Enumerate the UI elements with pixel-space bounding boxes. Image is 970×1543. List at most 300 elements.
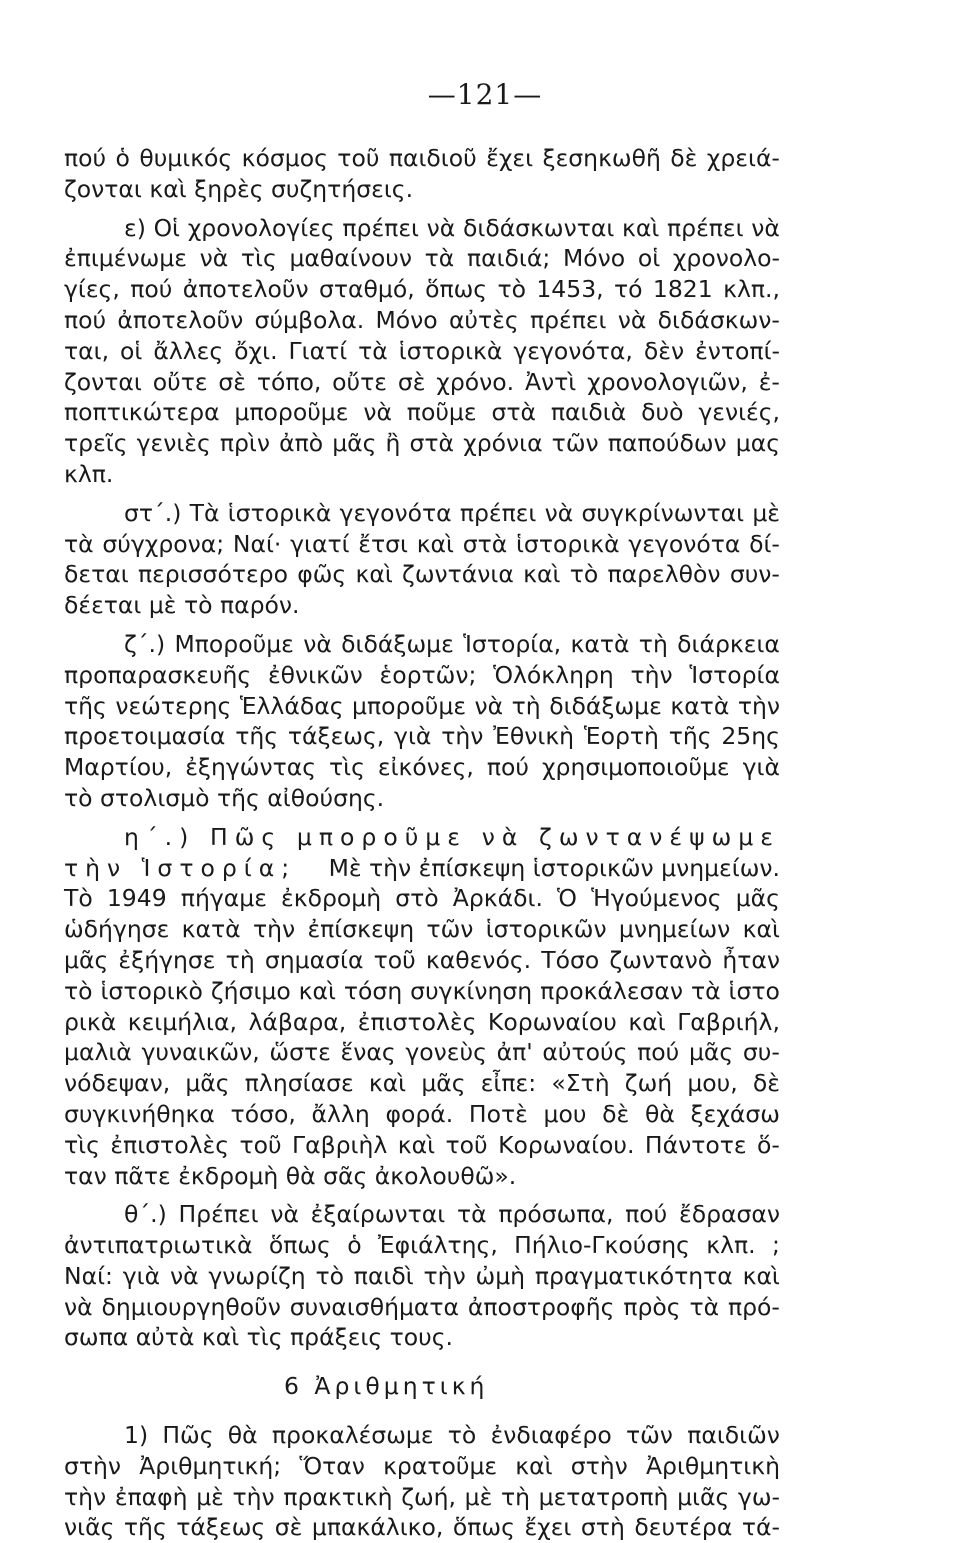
word: ὁ — [347, 1231, 362, 1260]
word: διδάξωμε — [341, 629, 454, 658]
word: οὔτε — [332, 367, 387, 396]
word: ἀπ' — [496, 1038, 533, 1067]
word: ζήσιμο — [210, 976, 291, 1005]
text-line — [64, 1007, 780, 1038]
word: τὶς — [329, 753, 365, 782]
word: τὶς — [246, 1323, 291, 1352]
word: παιδιὰ — [550, 398, 627, 427]
word: ἕνας — [340, 1038, 396, 1067]
word: ἐπιστολὲς — [110, 1130, 229, 1159]
word: διδάσκωνται — [462, 213, 615, 242]
word: μᾶς — [185, 1069, 230, 1098]
word: τρεῖς — [64, 429, 128, 458]
text-line — [64, 243, 780, 274]
word: χρονολογιῶν, — [587, 367, 748, 396]
word: ζωντάνια — [402, 560, 514, 589]
word: τὸ — [64, 783, 100, 812]
text-line — [64, 660, 780, 691]
word: τοῦ — [337, 144, 380, 172]
word: δευτέρα — [634, 1513, 733, 1542]
word: μποροῦμε — [234, 398, 349, 427]
word: δυὸ — [641, 398, 684, 427]
word: καθενός. — [425, 945, 532, 974]
text-line — [64, 1037, 780, 1068]
word: καὶ — [416, 529, 454, 558]
word: Γιατί — [288, 336, 348, 365]
word: ζωή, — [401, 1482, 457, 1511]
word: μετατροπὴ — [538, 1482, 669, 1511]
word: νὰ — [481, 822, 525, 851]
word: τὶς — [240, 244, 277, 273]
word: Τὰ — [189, 498, 220, 527]
spaced-question-line — [64, 822, 780, 853]
text-line — [64, 305, 780, 336]
text-line — [64, 1199, 780, 1230]
word: μαλιὰ — [64, 1038, 132, 1067]
word: πήγαμε — [180, 884, 267, 913]
word: ἱστορικὰ — [227, 498, 332, 527]
word: θὰ — [285, 1161, 324, 1190]
word: ὅπως — [425, 275, 488, 304]
word: δεται — [64, 560, 129, 589]
word: μου, — [687, 1069, 738, 1098]
word: 1453, — [536, 275, 604, 304]
word: στὰ — [409, 429, 455, 458]
word: μὲ — [752, 498, 780, 527]
word: προκαλέσωμε — [271, 1421, 434, 1450]
word: Τὸ — [64, 884, 93, 913]
word: συν- — [729, 560, 780, 589]
word: διδάσκων- — [657, 305, 780, 334]
word: προκάλεσαν — [540, 976, 684, 1005]
word: 1821 — [652, 275, 713, 304]
word: ὡδήγησε — [64, 915, 170, 944]
word: μὲ — [148, 591, 184, 620]
word: στὴν — [64, 1451, 122, 1480]
word: μπακάλικο, — [311, 1513, 444, 1542]
text-line — [64, 559, 780, 590]
text-line — [64, 783, 780, 814]
word: ποπτικώτερα — [64, 398, 220, 427]
word: κόσμος — [241, 144, 328, 172]
section-heading: 6 Ἀριθμητική — [284, 1372, 489, 1401]
word: τὰ — [456, 1200, 487, 1229]
word: πρόσωπα, — [498, 1200, 614, 1229]
word: πρέπει — [667, 213, 744, 242]
word: πού — [130, 275, 173, 304]
word: ἑορτῶν; — [379, 660, 477, 689]
word: παιδὶ — [353, 1261, 414, 1290]
word: νὰ — [617, 305, 647, 334]
word: νὰ — [363, 398, 392, 427]
word: διδάξωμε — [549, 691, 662, 720]
text-line — [64, 976, 780, 1007]
word: ἱστορικὸ — [100, 976, 203, 1005]
word: νὰ — [199, 244, 229, 273]
word: σύμβολα. — [254, 305, 365, 334]
word: παρόν. — [219, 591, 300, 620]
word: νὰ — [270, 1200, 299, 1229]
word: Οἱ — [153, 213, 181, 242]
text-line — [64, 1130, 780, 1161]
word: Ἡγούμενος — [591, 884, 722, 913]
word: τὴ — [638, 629, 668, 658]
word: ξεσηκωθῆ — [542, 144, 661, 172]
word: τῶν — [625, 1421, 673, 1450]
word: ζ΄.) — [124, 629, 166, 658]
word: μιᾶς — [677, 1482, 730, 1511]
word: Ὁλόκληρη — [493, 660, 614, 689]
word: Ἱστορία — [689, 660, 780, 689]
word: σὲ — [274, 1513, 303, 1542]
word: σωπα — [64, 1323, 136, 1352]
word: τὴν — [630, 660, 673, 689]
word: νεώτερης — [115, 691, 232, 720]
word: στὰ — [491, 398, 536, 427]
word: εἰκόνες, — [377, 753, 474, 782]
word: αὐτούς — [542, 1038, 628, 1067]
word: σὲ — [218, 367, 246, 396]
word: ὅ- — [757, 1130, 780, 1159]
word: γενιὲς — [136, 429, 211, 458]
word: ε) — [124, 213, 146, 242]
word: πρακτικὴ — [283, 1482, 393, 1511]
text-line — [64, 428, 780, 459]
word: κατὰ — [181, 915, 241, 944]
word: δημιουργηθοῦν — [101, 1292, 281, 1321]
word: καὶ — [368, 1069, 407, 1098]
word: καὶ — [628, 1007, 666, 1036]
word: πράξεις — [290, 1323, 390, 1352]
paragraph-gap — [64, 1191, 780, 1199]
text-line — [64, 1068, 780, 1099]
text-line — [64, 721, 780, 752]
word: χρησιμοποιοῦμε — [541, 753, 730, 782]
word: ἀποτελοῦν — [182, 275, 309, 304]
word: παρελθὸν — [607, 560, 721, 589]
word: στὴν — [570, 1451, 628, 1480]
text-line — [64, 1161, 780, 1192]
text-line — [64, 274, 780, 305]
word: ἐπιμένωμε — [64, 244, 187, 273]
text-line — [64, 1451, 780, 1482]
word: τὸ — [497, 275, 526, 304]
word: αὐτὰ — [135, 1323, 202, 1352]
text-line — [64, 1261, 780, 1292]
word: τὴν — [232, 1482, 275, 1511]
word: ἐκδρομὴ — [178, 1161, 286, 1190]
word: τὴ — [225, 945, 255, 974]
word: γιὰ — [394, 722, 432, 751]
word: Μποροῦμε — [174, 629, 294, 658]
word: κλπ. — [706, 1231, 756, 1260]
word: Ἀριθμητική; — [139, 1451, 282, 1480]
word: παιδιοῦ — [388, 144, 477, 172]
word: κλπ. — [64, 459, 114, 488]
word: Ἀντὶ — [524, 367, 577, 396]
word: 25ης — [721, 722, 780, 751]
word: δί- — [749, 529, 780, 558]
text-line — [64, 1322, 780, 1353]
word: Κορωναίου — [487, 1007, 617, 1036]
word: αἰθούσης. — [267, 783, 385, 812]
text-line — [64, 883, 780, 914]
word: ὥστε — [269, 1038, 331, 1067]
word: ζονται — [64, 174, 150, 203]
paragraph-gap — [64, 1406, 780, 1420]
word: ἦταν — [722, 945, 780, 974]
word: ἱστο — [728, 976, 780, 1005]
spaced-question-end: τὴν Ἱστορία; — [64, 853, 297, 882]
word: στὸ — [395, 884, 439, 913]
word: τὰ — [424, 244, 455, 273]
word: συ- — [742, 1038, 780, 1067]
word: τόση — [343, 976, 403, 1005]
word: γενιές, — [698, 398, 780, 427]
word: χρόνια — [463, 429, 543, 458]
word: συζητήσεις. — [271, 174, 414, 203]
word: στὰ — [462, 529, 508, 558]
word: νὰ — [474, 691, 504, 720]
word: Πῶς — [210, 822, 283, 851]
word: καὶ — [397, 1130, 436, 1159]
word: Ὁ — [557, 884, 577, 913]
word: τὰ — [358, 336, 388, 365]
word: κρατοῦμε — [383, 1451, 498, 1480]
word: τὸ — [183, 591, 220, 620]
word: τὴν — [441, 722, 484, 751]
word: τῆς — [64, 691, 107, 720]
word: σᾶς — [323, 1161, 375, 1190]
word: δέεται — [64, 591, 149, 620]
word: τοῦ — [239, 1130, 282, 1159]
word: η΄.) — [124, 822, 196, 851]
word: μαθαίνουν — [289, 244, 412, 273]
word: ἐ- — [758, 367, 780, 396]
word: σταθμό, — [318, 275, 415, 304]
word: τὸ — [64, 976, 93, 1005]
word: μᾶς — [421, 1069, 466, 1098]
word: τόπο, — [256, 367, 322, 396]
text-line — [64, 529, 780, 560]
word: νὰ — [751, 213, 780, 242]
word: ζονται — [64, 367, 142, 396]
word: τῆς — [123, 1513, 167, 1542]
word: πραγματικότητα — [534, 1261, 733, 1290]
word: τοῦ — [445, 1130, 488, 1159]
text-line — [64, 945, 780, 976]
word: μᾶς — [735, 884, 780, 913]
word: διάρκεια — [677, 629, 780, 658]
text-line — [64, 1230, 780, 1261]
word: ἔτσι — [358, 529, 408, 558]
word: τὶς — [64, 1130, 100, 1159]
word: μποροῦμε — [352, 691, 467, 720]
word: πρέπει — [342, 213, 419, 242]
word: τους. — [389, 1323, 453, 1352]
word: τὴ — [511, 691, 541, 720]
word: γεγονότα — [339, 498, 452, 527]
word: θ΄.) — [124, 1200, 167, 1229]
word: Ἐφιάλτης, — [377, 1231, 498, 1260]
word: γεγονότα — [628, 529, 741, 558]
word: χρονολο- — [672, 244, 780, 273]
word: 1949 — [106, 884, 167, 913]
word: Μόνο — [562, 244, 626, 273]
text-line — [64, 213, 780, 244]
word: συγκινήθηκα — [64, 1099, 215, 1128]
word: συγκίνηση — [410, 976, 533, 1005]
answer-start: Μὲ τὴν ἐπίσκεψη ἱστορικῶν μνημείων. — [328, 853, 780, 882]
word: νόδεψαν, — [64, 1069, 171, 1098]
word: νὰ — [426, 213, 456, 242]
word: δὲν — [643, 336, 685, 365]
word: οἱ — [120, 336, 143, 365]
word: τῆς — [216, 783, 268, 812]
word: νιᾶς — [64, 1513, 115, 1542]
text-line — [64, 590, 780, 621]
word: στὴ — [580, 1513, 625, 1542]
word: τὴν — [252, 915, 296, 944]
word: ζωή — [624, 1069, 673, 1098]
spaced-question-line — [64, 853, 780, 884]
word: τῶν — [426, 915, 474, 944]
word: νὰ — [544, 498, 574, 527]
word: ἱστορικὰ — [515, 529, 620, 558]
word: πρό- — [727, 1292, 780, 1321]
word: Γαβριήλ, — [677, 1007, 780, 1036]
word: γιὰ — [122, 1261, 161, 1290]
word: ὠμὴ — [475, 1261, 526, 1290]
word: Μαρτίου, — [64, 753, 173, 782]
word: παιδιά; — [466, 244, 551, 273]
word: κειμήλια, — [127, 1007, 237, 1036]
word: λάβαρα, — [248, 1007, 347, 1036]
word: τῆς — [235, 722, 279, 751]
word: καὶ — [523, 560, 561, 589]
word: ἀκολουθῶ». — [374, 1161, 517, 1190]
paragraph-gap — [64, 1353, 780, 1367]
word: καὶ — [622, 213, 660, 242]
text-line — [64, 1292, 780, 1323]
word: Ἱστορία, — [463, 629, 562, 658]
word: γνωρίζη — [208, 1261, 306, 1290]
word: κατὰ — [570, 629, 630, 658]
word: ἱστορικῶν — [485, 915, 607, 944]
word: τόσο, — [230, 1099, 296, 1128]
word: ὅπως — [452, 1513, 515, 1542]
word: ποῦμε — [406, 398, 477, 427]
word: ἐθνικῶν — [267, 660, 363, 689]
word: ἐντοπί- — [695, 336, 780, 365]
word: τὴν — [423, 1261, 466, 1290]
body-text — [64, 143, 780, 1543]
word: δὲ — [670, 144, 698, 172]
word: ἐπαφὴ — [114, 1482, 188, 1511]
word: πρέπει — [459, 498, 537, 527]
word: ἐπιστολὲς — [357, 1007, 477, 1036]
word: ται, — [64, 336, 110, 365]
word: μποροῦμε — [296, 822, 467, 851]
word: φορά. — [385, 1099, 454, 1128]
word: μὲ — [464, 1482, 493, 1511]
text-line — [64, 629, 780, 660]
word: ξεχάσω — [690, 1099, 780, 1128]
word: καὶ — [355, 560, 393, 589]
word: καὶ — [201, 1323, 247, 1352]
word: φῶς — [297, 560, 347, 589]
word: ἄλλες — [153, 336, 224, 365]
word: Μόνο — [375, 305, 438, 334]
word: παιδιῶν — [687, 1421, 780, 1450]
word: Ἐθνικὴ — [493, 722, 575, 751]
word: ἀντιπατριωτικὰ — [64, 1231, 253, 1260]
word: ἐπίσκεψη — [307, 915, 415, 944]
text-line — [64, 143, 780, 174]
word: τό — [614, 275, 643, 304]
word: μᾶς — [688, 1038, 734, 1067]
text-line — [64, 336, 780, 367]
word: Πρέπει — [178, 1200, 259, 1229]
word: Πῶς — [162, 1421, 214, 1450]
word: καὶ — [515, 1451, 553, 1480]
word: ἢ — [385, 429, 401, 458]
word: καὶ — [298, 976, 336, 1005]
paragraph-gap — [64, 205, 780, 213]
word: Τόσο — [541, 945, 600, 974]
word: καὶ — [742, 915, 780, 944]
word: χρονολογίες — [187, 213, 335, 242]
text-line — [64, 1420, 780, 1451]
text-line — [64, 752, 780, 783]
text-line — [64, 914, 780, 945]
text-line — [64, 1482, 780, 1513]
text-line — [64, 498, 780, 529]
word: τὴν — [737, 691, 780, 720]
word: κλπ., — [723, 275, 780, 304]
word: ζωντανέψωμε — [539, 822, 780, 851]
word: πού — [486, 753, 529, 782]
word: τὴν — [64, 1482, 107, 1511]
word: μου — [543, 1099, 587, 1128]
word: αὐτὲς — [448, 305, 519, 334]
word: μᾶς — [332, 429, 377, 458]
word: κατὰ — [670, 691, 730, 720]
word: σὲ — [397, 367, 426, 396]
word: Πάντοτε — [644, 1130, 747, 1159]
word: ἐξηγώντας — [185, 753, 317, 782]
word: γυναικῶν, — [141, 1038, 260, 1067]
word: τοῦ — [373, 945, 416, 974]
text-line — [64, 691, 780, 722]
word: γιὰ — [742, 753, 780, 782]
word: «Στὴ — [551, 1069, 610, 1098]
word: πρὸς — [623, 1292, 681, 1321]
word: τὴ — [500, 1482, 531, 1511]
word: ὅπως — [268, 1231, 331, 1260]
word: γίες, — [64, 275, 120, 304]
word: Ὅταν — [299, 1451, 365, 1480]
word: πλησίασε — [244, 1069, 354, 1098]
word: συναισθήματα — [289, 1292, 460, 1321]
word: μὲ — [196, 1482, 224, 1511]
word: νὰ — [64, 1292, 93, 1321]
word: ; — [772, 1231, 780, 1260]
word: μνημείων — [618, 915, 731, 944]
word: δὲ — [752, 1069, 780, 1098]
word: θὰ — [227, 1421, 258, 1450]
word: ἀπὸ — [279, 429, 324, 458]
